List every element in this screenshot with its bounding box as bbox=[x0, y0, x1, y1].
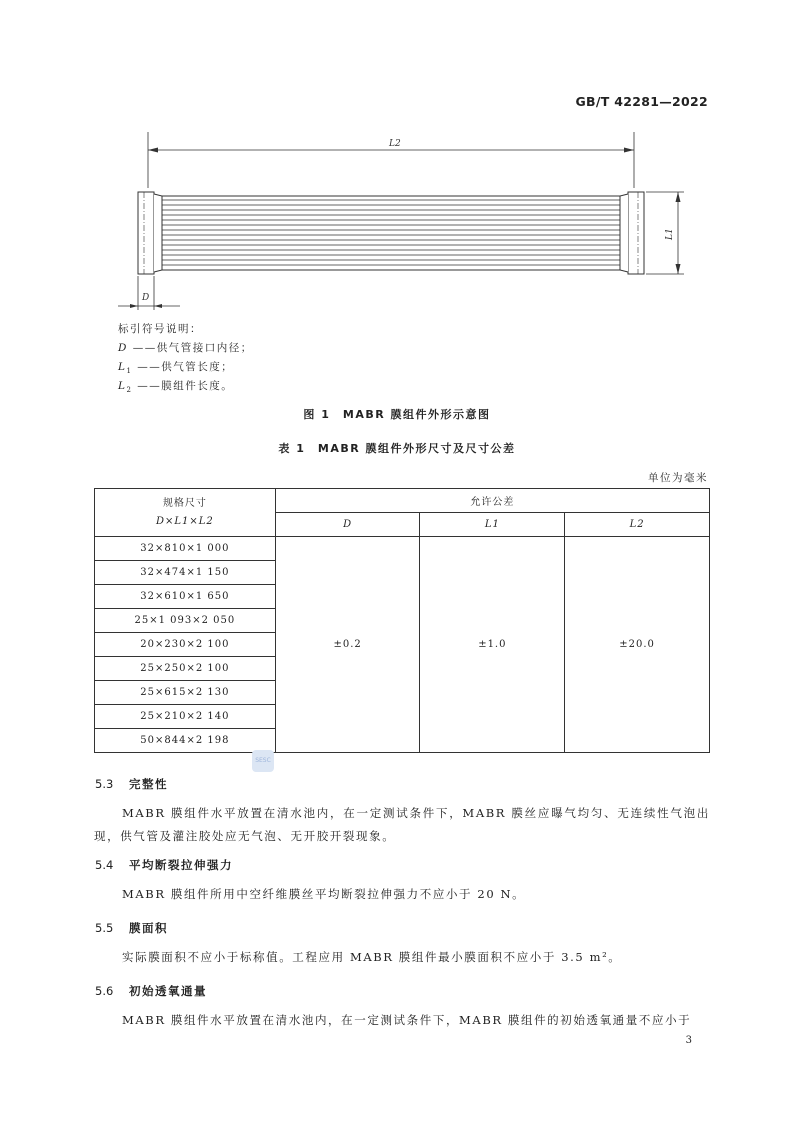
membrane-module-diagram bbox=[100, 130, 700, 310]
spec-cell: 32×474×1 150 bbox=[95, 561, 276, 585]
tolerance-header: 允许公差 bbox=[275, 489, 709, 513]
spec-cell: 50×844×2 198 bbox=[95, 729, 276, 753]
l2-label: L2 bbox=[389, 139, 401, 149]
col-header-l1: L1 bbox=[420, 513, 565, 537]
watermark-logo: SESC bbox=[252, 750, 274, 772]
legend-item-d: D ——供气管接口内径； bbox=[118, 342, 253, 354]
section-body: MABR 膜组件水平放置在清水池内，在一定测试条件下，MABR 膜丝应曝气均匀、无连续性气泡出现，供气管及灌注胶处应无气泡、无开胶开裂现象。 bbox=[94, 806, 710, 843]
l1-label: L1 bbox=[665, 228, 675, 240]
spec-cell: 25×250×2 100 bbox=[95, 657, 276, 681]
spec-cell: 32×610×1 650 bbox=[95, 585, 276, 609]
legend-title: 标引符号说明： bbox=[118, 323, 202, 335]
fiber-bundle bbox=[162, 196, 620, 270]
left-end-cap bbox=[138, 192, 162, 274]
tol-l1-cell: ±1.0 bbox=[420, 537, 565, 753]
legend-item-l2: $L_2$ ——膜组件长度。 bbox=[118, 380, 234, 395]
section-heading: 5.4 平均断裂拉伸强力 bbox=[95, 858, 233, 872]
section-body: MABR 膜组件所用中空纤维膜丝平均断裂拉伸强力不应小于 20 N。 bbox=[122, 887, 526, 901]
spec-cell: 25×1 093×2 050 bbox=[95, 609, 276, 633]
spec-cell: 25×210×2 140 bbox=[95, 705, 276, 729]
d-label: D bbox=[142, 293, 150, 303]
spec-header: 规格尺寸 D×L1×L2 bbox=[95, 489, 276, 537]
spec-cell: 25×615×2 130 bbox=[95, 681, 276, 705]
standard-number: GB/T 42281—2022 bbox=[575, 94, 708, 109]
tol-d-cell: ±0.2 bbox=[275, 537, 420, 753]
tol-l2-cell: ±20.0 bbox=[565, 537, 710, 753]
unit-note: 单位为毫米 bbox=[648, 472, 708, 484]
legend-item-l1: $L_1$ ——供气管长度； bbox=[118, 361, 234, 376]
spec-cell: 32×810×1 000 bbox=[95, 537, 276, 561]
col-header-l2: L2 bbox=[565, 513, 710, 537]
col-header-d: D bbox=[275, 513, 420, 537]
dimension-tolerance-table bbox=[94, 488, 710, 753]
section-heading: 5.5 膜面积 bbox=[95, 921, 168, 935]
spec-cell: 20×230×2 100 bbox=[95, 633, 276, 657]
section-body: 实际膜面积不应小于标称值。工程应用 MABR 膜组件最小膜面积不应小于 3.5 m²。 bbox=[122, 950, 622, 964]
figure-caption: 图 1 MABR 膜组件外形示意图 bbox=[303, 408, 491, 421]
section-heading: 5.6 初始透氧通量 bbox=[95, 984, 207, 998]
right-end-cap bbox=[620, 192, 644, 274]
section-heading: 5.3 完整性 bbox=[95, 777, 168, 791]
table-caption: 表 1 MABR 膜组件外形尺寸及尺寸公差 bbox=[278, 442, 516, 455]
page-number: 3 bbox=[685, 1035, 692, 1046]
section-body: MABR 膜组件水平放置在清水池内，在一定测试条件下，MABR 膜组件的初始透氧通量不应小于 bbox=[122, 1013, 692, 1027]
